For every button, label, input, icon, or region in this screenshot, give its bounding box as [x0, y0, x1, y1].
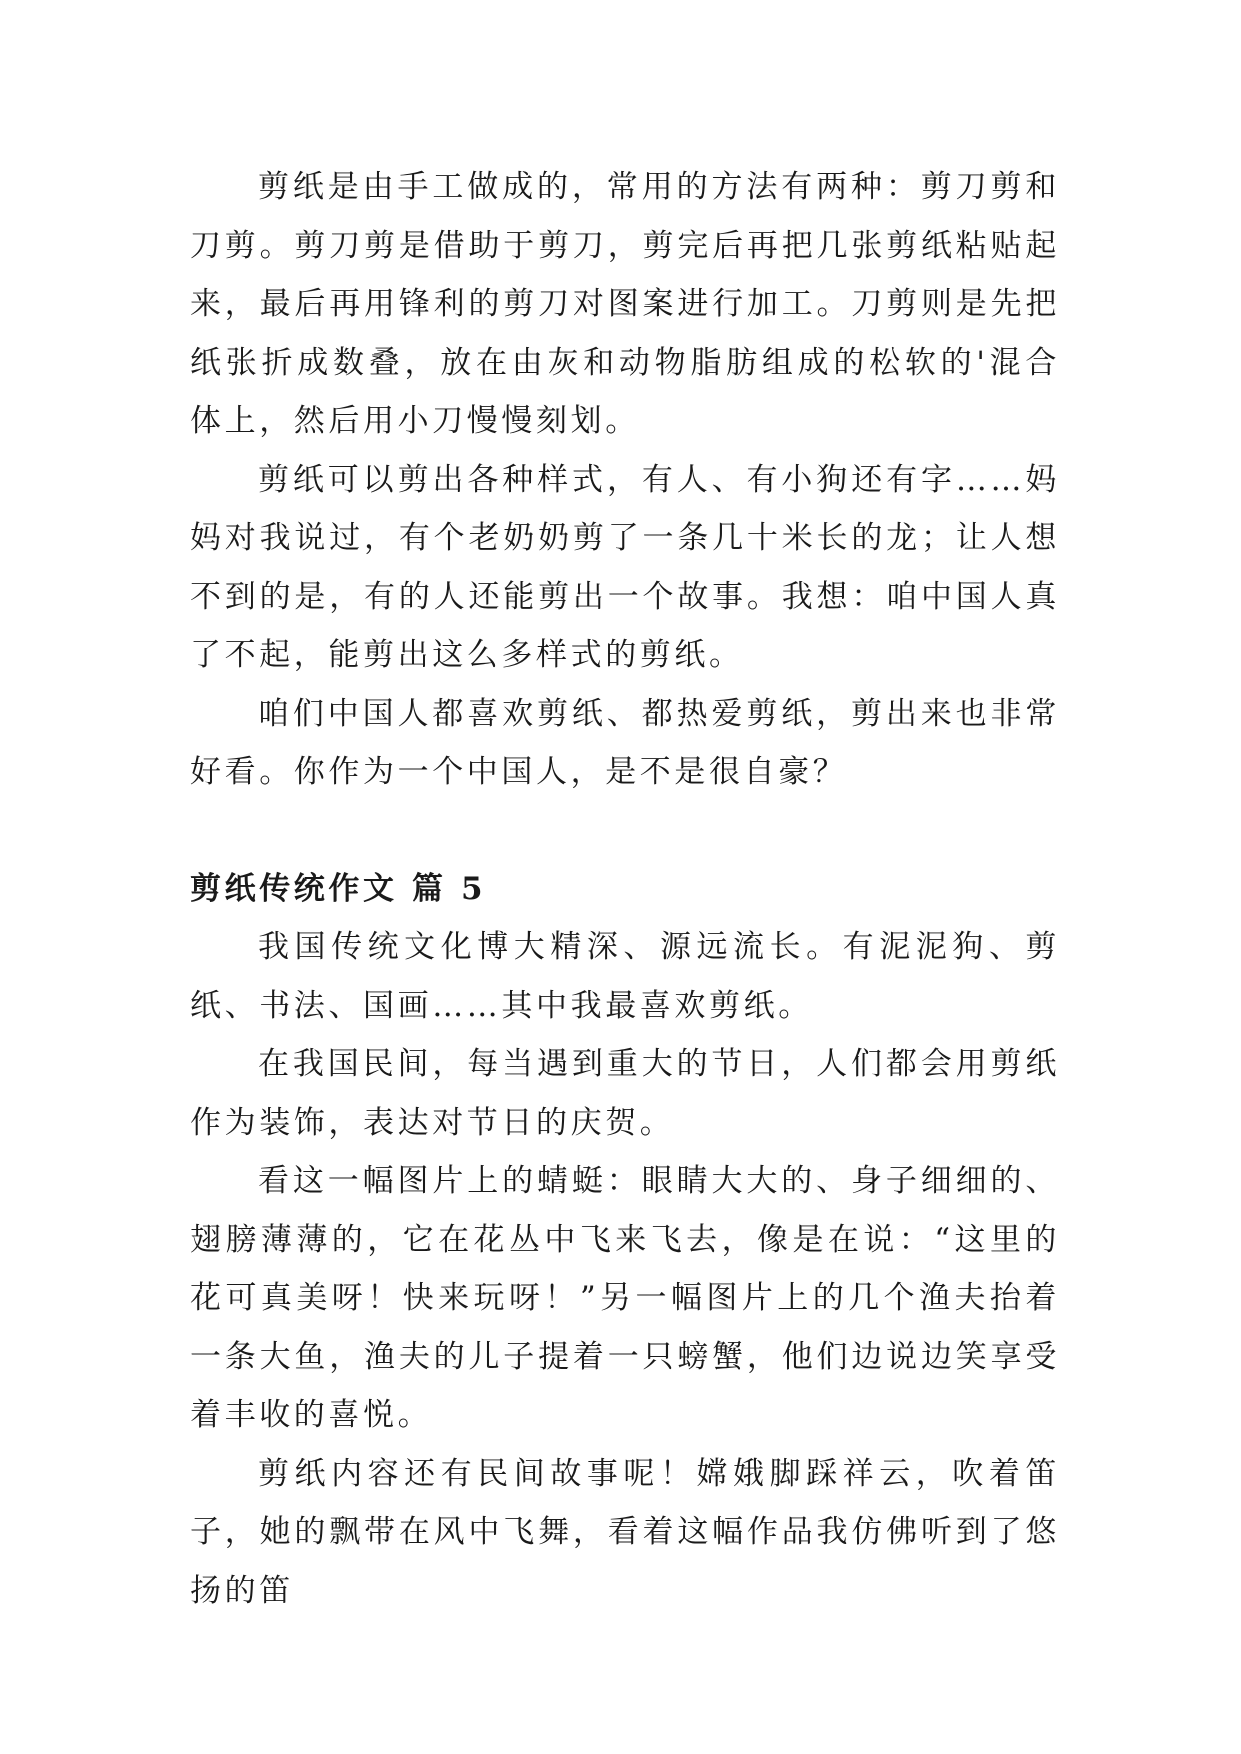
paragraph: 咱们中国人都喜欢剪纸、都热爱剪纸，剪出来也非常好看。你作为一个中国人，是不是很自豪？ [190, 695, 1060, 790]
document-page [190, 158, 1060, 1620]
paragraph: 我国传统文化博大精深、源远流长。有泥泥狗、剪纸、书法、国画……其中我最喜欢剪纸。 [190, 929, 1060, 1024]
paragraph: 剪纸是由手工做成的，常用的方法有两种：剪刀剪和刀剪。剪刀剪是借助于剪刀，剪完后再把几张剪纸粘贴起来，最后再用锋利的剪刀对图案进行加工。刀剪则是先把纸张折成数叠，放在由灰和动物脂肪组成的松软的'混合体上，然后用小刀慢慢刻划。 [190, 169, 1060, 439]
paragraph: 看这一幅图片上的蜻蜓：眼睛大大的、身子细细的、翅膀薄薄的，它在花丛中飞来飞去，像是在说：“这里的花可真美呀！快来玩呀！”另一幅图片上的几个渔夫抬着一条大鱼，渔夫的儿子提着一只螃蟹，他们边说边笑享受着丰收的喜悦。 [190, 1163, 1060, 1433]
paragraph: 剪纸可以剪出各种样式，有人、有小狗还有字……妈妈对我说过，有个老奶奶剪了一条几十米长的龙；让人想不到的是，有的人还能剪出一个故事。我想：咱中国人真了不起，能剪出这么多样式的剪纸。 [190, 461, 1060, 673]
section-heading: 剪纸传统作文 篇 5 [190, 870, 487, 907]
paragraph: 在我国民间，每当遇到重大的节日，人们都会用剪纸作为装饰，表达对节日的庆贺。 [190, 1046, 1060, 1141]
paragraph: 剪纸内容还有民间故事呢！嫦娥脚踩祥云，吹着笛子，她的飘带在风中飞舞，看着这幅作品我仿佛听到了悠扬的笛 [190, 1455, 1060, 1609]
